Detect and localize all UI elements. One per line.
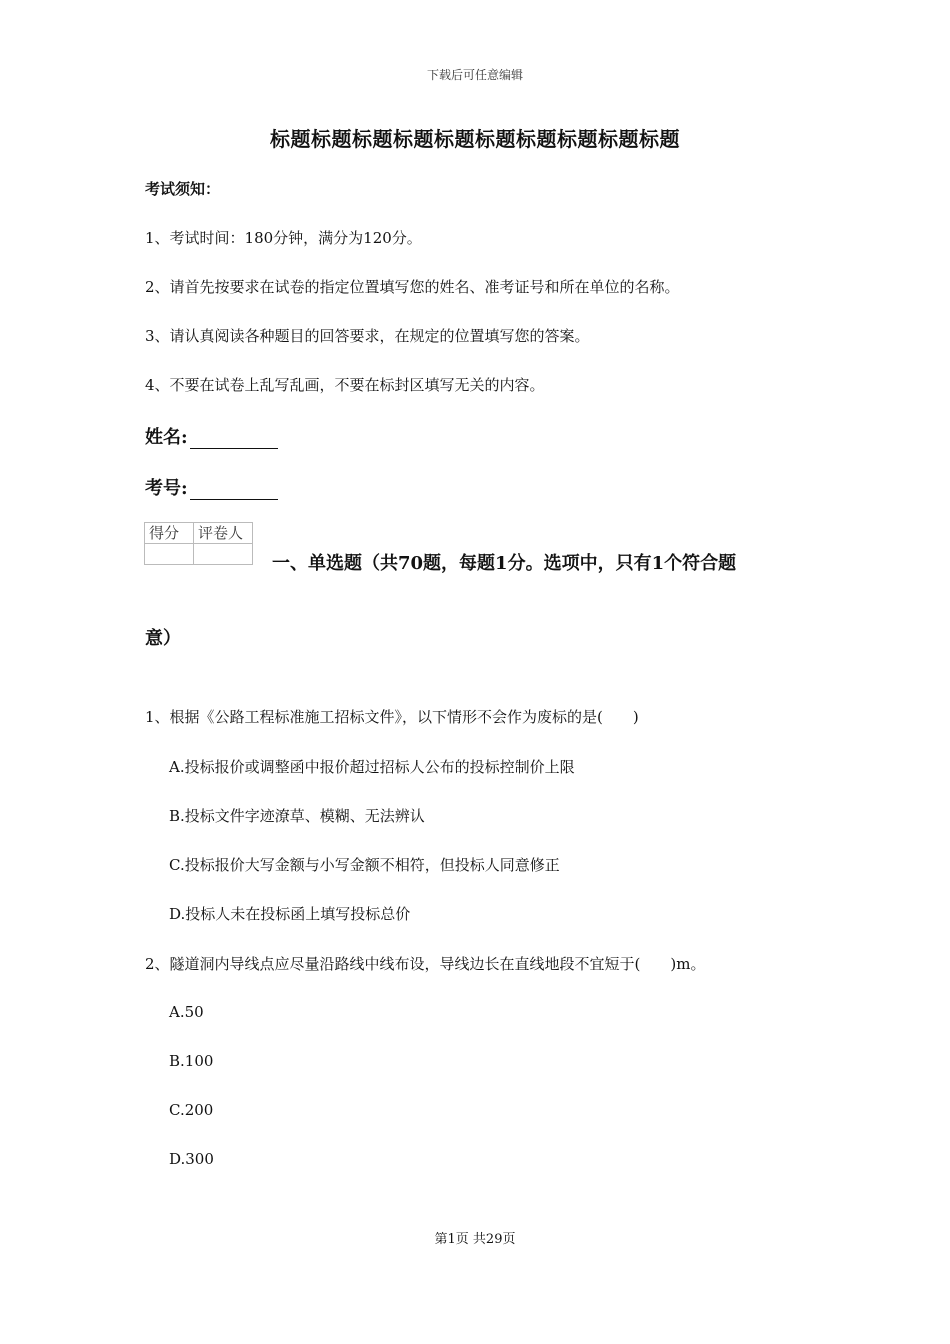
notice-item: 2、请首先按要求在试卷的指定位置填写您的姓名、准考证号和所在单位的名称。 — [145, 278, 680, 296]
name-blank[interactable] — [190, 432, 278, 449]
option-c: C.200 — [169, 1101, 214, 1119]
notice-item: 4、不要在试卷上乱写乱画，不要在标封区填写无关的内容。 — [145, 376, 545, 394]
section-title: 一、单选题（共70题，每题1分。选项中，只有1个符合题 — [272, 553, 737, 574]
exam-id-label: 考号: — [145, 478, 188, 499]
notice-item: 1、考试时间：180分钟，满分为120分。 — [145, 229, 422, 247]
option-b: B.投标文件字迹潦草、模糊、无法辨认 — [169, 807, 425, 825]
notice-heading: 考试须知： — [145, 180, 221, 198]
grader-cell[interactable] — [194, 544, 253, 565]
header-note: 下载后可任意编辑 — [426, 68, 523, 82]
page-footer: 第1页 共29页 — [434, 1232, 516, 1247]
grader-header: 评卷人 — [194, 523, 253, 544]
question-text: 1、根据《公路工程标准施工招标文件》，以下情形不会作为废标的是( ) — [145, 708, 639, 726]
question-text: 2、隧道洞内导线点应尽量沿路线中线布设，导线边长在直线地段不宜短于( )m。 — [145, 955, 706, 973]
score-header: 得分 — [145, 523, 194, 544]
score-table — [144, 522, 253, 565]
option-b: B.100 — [169, 1052, 214, 1070]
exam-id-field — [145, 474, 278, 500]
section-title-continued: 意） — [145, 628, 181, 649]
score-cell[interactable] — [145, 544, 194, 565]
option-d: D.投标人未在投标函上填写投标总价 — [169, 905, 411, 923]
option-a: A.50 — [169, 1003, 204, 1021]
option-d: D.300 — [169, 1150, 214, 1168]
name-label: 姓名: — [145, 427, 188, 448]
notice-item: 3、请认真阅读各种题目的回答要求，在规定的位置填写您的答案。 — [145, 327, 590, 345]
name-field — [145, 423, 278, 449]
document-title: 标题标题标题标题标题标题标题标题标题标题 — [270, 127, 680, 151]
option-a: A.投标报价或调整函中报价超过招标人公布的投标控制价上限 — [169, 758, 575, 776]
option-c: C.投标报价大写金额与小写金额不相符，但投标人同意修正 — [169, 856, 560, 874]
exam-id-blank[interactable] — [190, 483, 278, 500]
